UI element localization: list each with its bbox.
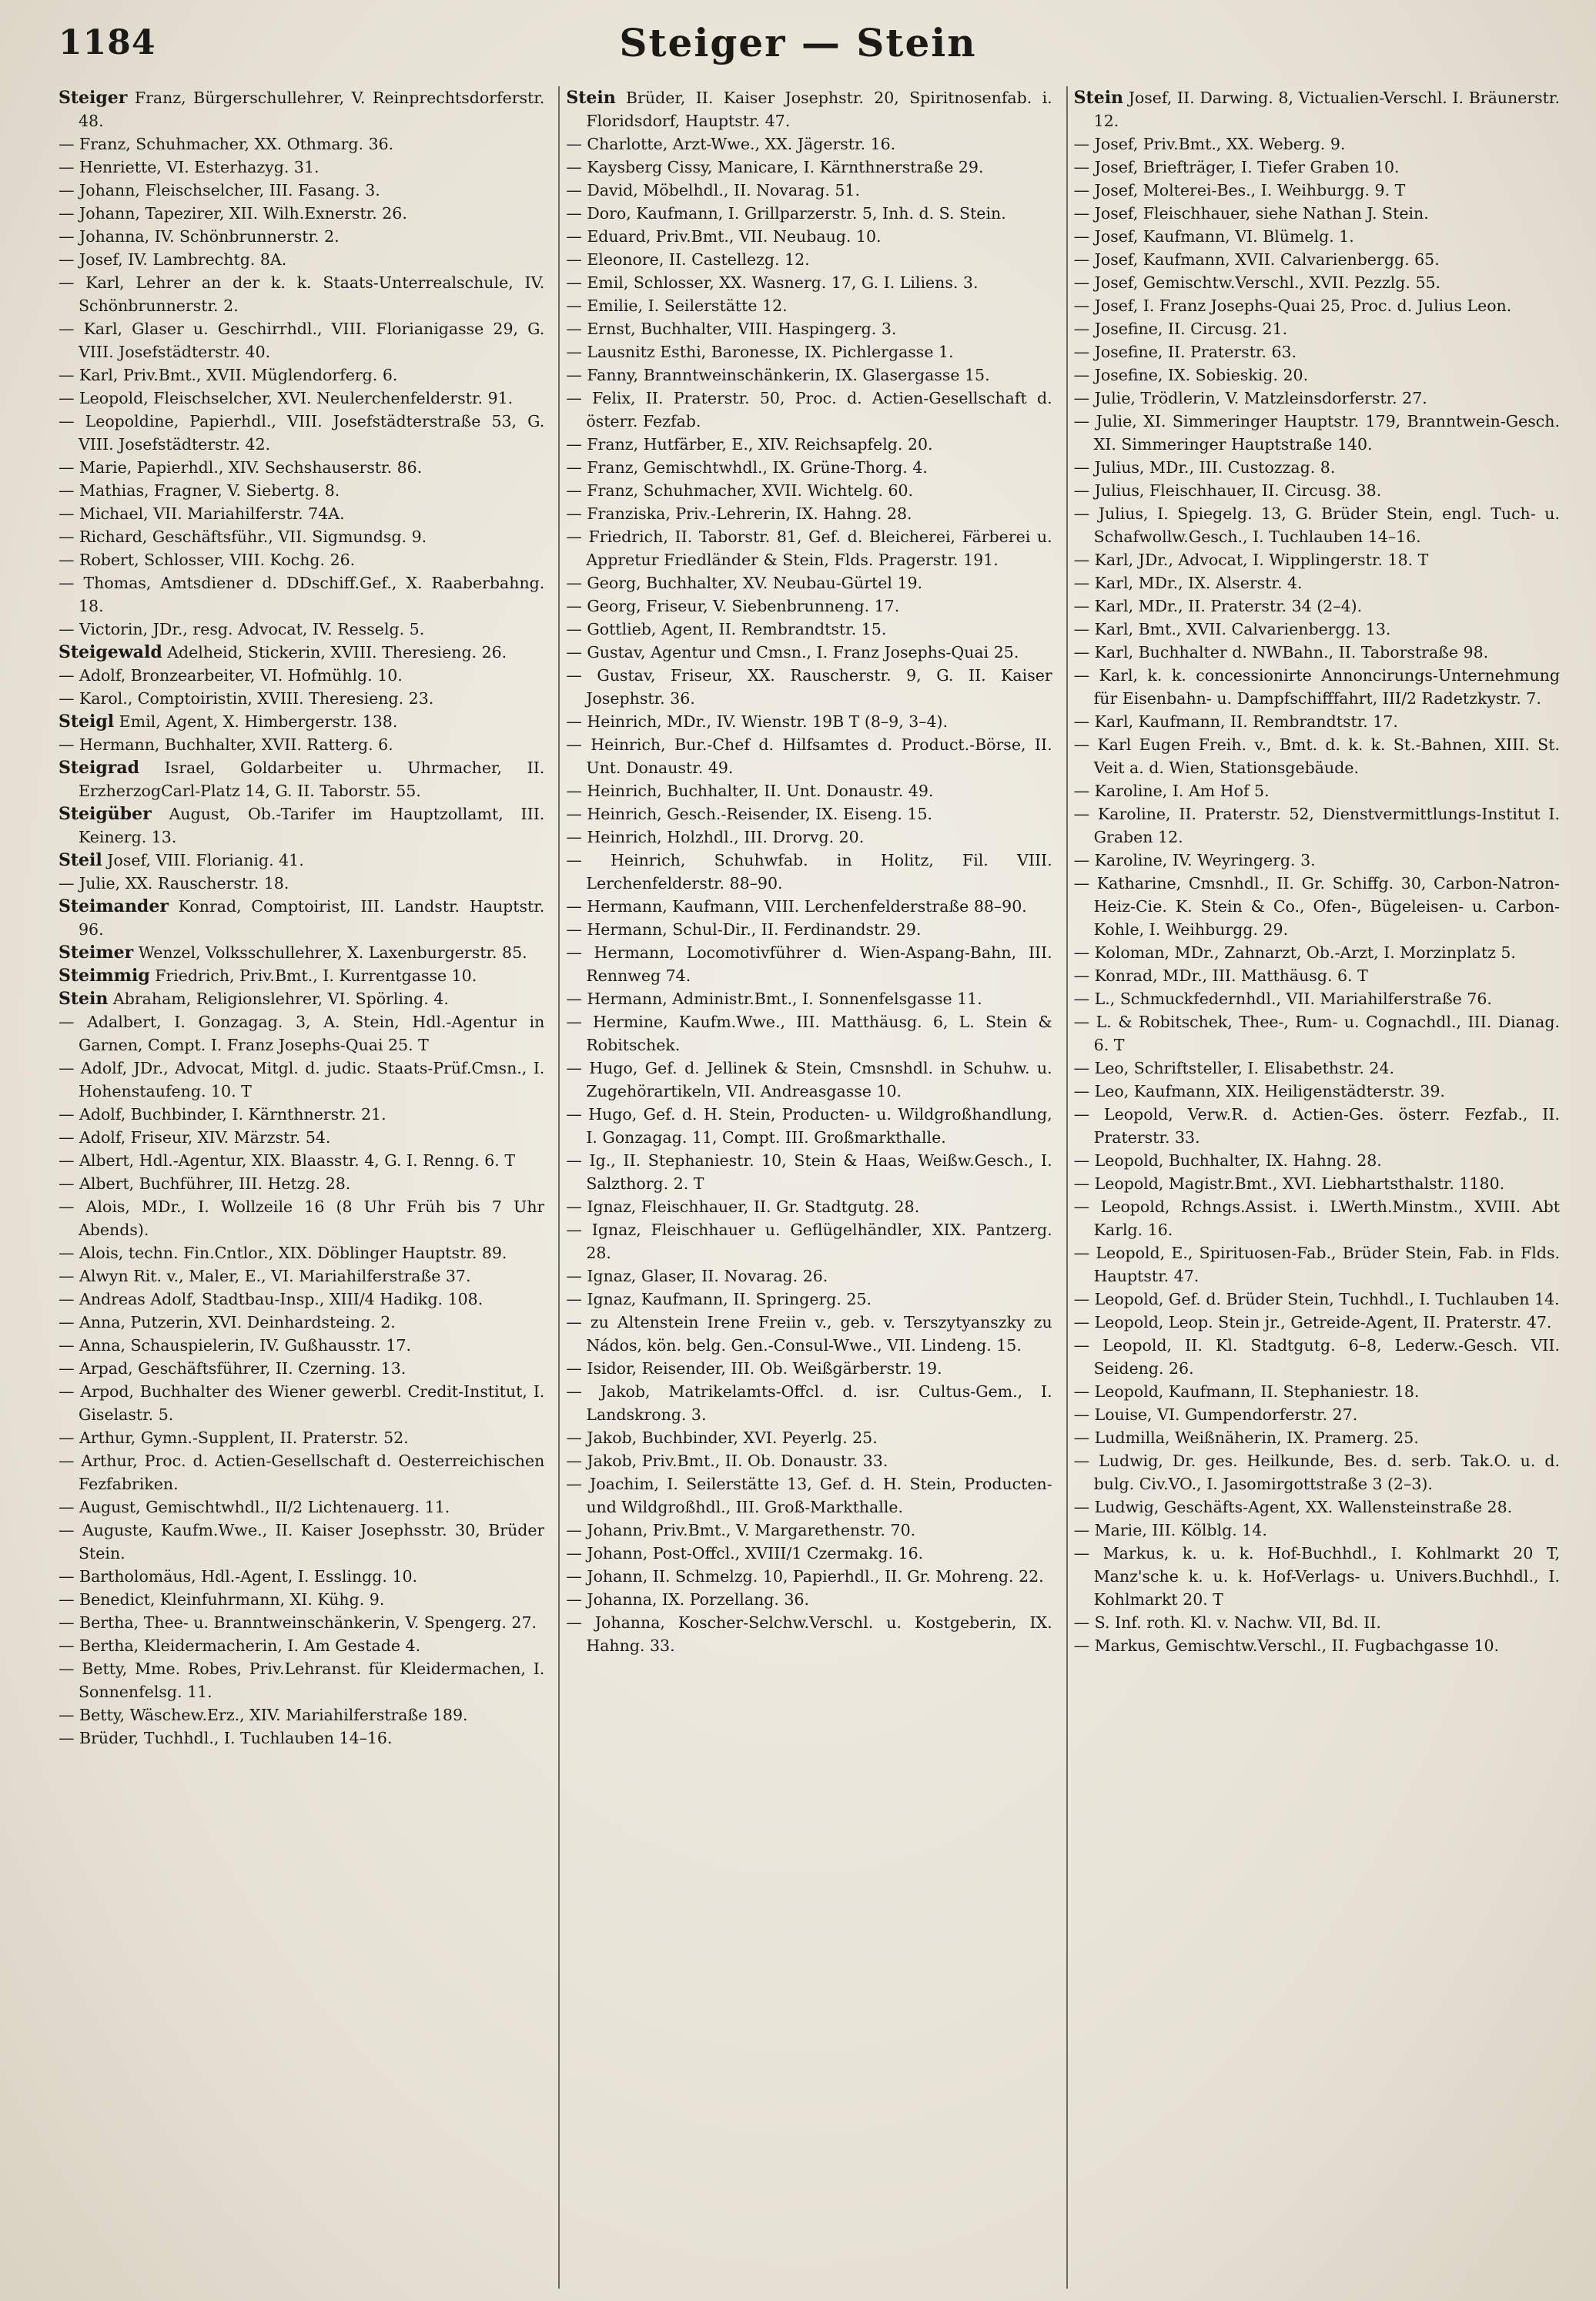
directory-entry: — Leopold, E., Spirituosen-Fab., Brüder Stein, Fab. in Flds. Hauptstr. 47.	[1073, 1244, 1560, 1285]
directory-entry: — Doro, Kaufmann, I. Grillparzerstr. 5, Inh. d. S. Stein.	[566, 204, 1006, 223]
surname-headword: Stein	[1073, 88, 1124, 108]
directory-entry: — Karl Eugen Freih. v., Bmt. d. k. k. St.-Bahnen, XIII. St. Veit a. d. Wien, Stationsgebäude.	[1073, 735, 1560, 777]
directory-entry: — Alois, MDr., I. Wollzeile 16 (8 Uhr Früh bis 7 Uhr Abends).	[59, 1197, 545, 1239]
directory-entry: — Thomas, Amtsdiener d. DDschiff.Gef., X. Raaberbahng. 18.	[59, 574, 545, 615]
directory-entry: — Albert, Buchführer, III. Hetzg. 28.	[59, 1174, 351, 1193]
directory-entry: — Karl, MDr., II. Praterstr. 34 (2–4).	[1073, 597, 1363, 615]
directory-entry: — Jakob, Matrikelamts-Offcl. d. isr. Cultus-Gem., I. Landskrong. 3.	[566, 1382, 1052, 1424]
directory-entry: — Ignaz, Kaufmann, II. Springerg. 25.	[566, 1290, 872, 1308]
directory-entry: — Julie, Trödlerin, V. Matzleinsdorferstr. 27.	[1073, 389, 1427, 407]
directory-entry: — Leo, Kaufmann, XIX. Heiligenstädterstr. 39.	[1073, 1082, 1445, 1100]
directory-entry: — Victorin, JDr., resg. Advocat, IV. Resselg. 5.	[59, 620, 425, 638]
directory-columns	[59, 86, 1560, 2289]
directory-entry: — Fanny, Branntweinschänkerin, IX. Glasergasse 15.	[566, 366, 990, 384]
directory-entry: — Auguste, Kaufm.Wwe., II. Kaiser Josephsstr. 30, Brüder Stein.	[59, 1521, 545, 1562]
directory-entry: — Franziska, Priv.-Lehrerin, IX. Hahng. 28.	[566, 504, 912, 523]
directory-entry: Stein Josef, II. Darwing. 8, Victualien-Verschl. I. Bräunerstr. 12.	[1073, 88, 1560, 130]
directory-entry: — Eleonore, II. Castellezg. 12.	[566, 250, 810, 269]
column-3	[1066, 86, 1560, 2289]
directory-entry: — August, Gemischtwhdl., II/2 Lichtenauerg. 11.	[59, 1498, 450, 1516]
directory-entry: — Anna, Putzerin, XVI. Deinhardsteing. 2.	[59, 1313, 396, 1331]
directory-entry: — Ludwig, Geschäfts-Agent, XX. Wallensteinstraße 28.	[1073, 1498, 1513, 1516]
directory-entry: — Hermann, Schul-Dir., II. Ferdinandstr. 29.	[566, 920, 922, 939]
directory-entry: — Leopold, Rchngs.Assist. i. LWerth.Minstm., XVIII. Abt Karlg. 16.	[1073, 1197, 1560, 1239]
surname-headword: Steigewald	[59, 642, 162, 662]
directory-entry: — Henriette, VI. Esterhazyg. 31.	[59, 158, 320, 176]
directory-entry: — Julius, Fleischhauer, II. Circusg. 38.	[1073, 481, 1382, 500]
surname-headword: Steigl	[59, 712, 115, 732]
page-number: 1184	[59, 23, 156, 62]
directory-entry: — Hugo, Gef. d. Jellinek & Stein, Cmsnshdl. in Schuhw. u. Zugehörartikeln, VII. Andreasgasse 10.	[566, 1059, 1052, 1100]
directory-entry: — Josefine, II. Praterstr. 63.	[1073, 343, 1297, 361]
column-1	[59, 86, 544, 2289]
directory-entry: — Georg, Buchhalter, XV. Neubau-Gürtel 19.	[566, 574, 923, 592]
directory-entry: Stein Brüder, II. Kaiser Josephstr. 20, Spiritnosenfab. i. Floridsdorf, Hauptstr. 47.	[566, 88, 1052, 130]
directory-entry: — Friedrich, II. Taborstr. 81, Gef. d. Bleicherei, Färberei u. Appretur Friedländer & Stein, Flds. Pragerstr. 191.	[566, 528, 1052, 569]
directory-entry: — Arpad, Geschäftsführer, II. Czerning. 13.	[59, 1359, 407, 1378]
directory-entry: — Hermann, Buchhalter, XVII. Ratterg. 6.	[59, 735, 393, 754]
directory-entry: — L. & Robitschek, Thee-, Rum- u. Cognachdl., III. Dianag. 6. T	[1073, 1013, 1560, 1054]
directory-entry: — Alwyn Rit. v., Maler, E., VI. Mariahilferstraße 37.	[59, 1267, 471, 1285]
directory-entry: — Leopold, Verw.R. d. Actien-Ges. österr. Fezfab., II. Praterstr. 33.	[1073, 1105, 1560, 1147]
directory-entry: Steigl Emil, Agent, X. Himbergerstr. 138.	[59, 712, 398, 732]
directory-entry: — Ignaz, Fleischhauer, II. Gr. Stadtgutg. 28.	[566, 1197, 920, 1216]
directory-entry: — Leopold, Gef. d. Brüder Stein, Tuchhdl., I. Tuchlauben 14.	[1073, 1290, 1560, 1308]
directory-entry: Steigewald Adelheid, Stickerin, XVIII. Theresieng. 26.	[59, 642, 507, 662]
directory-entry: — Hermann, Kaufmann, VIII. Lerchenfelderstraße 88–90.	[566, 897, 1027, 916]
directory-entry: — zu Altenstein Irene Freiin v., geb. v. Terszytyanszky zu Nádos, kön. belg. Gen.-Consul-Wwe., VII. Lindeng. 15.	[566, 1313, 1052, 1355]
directory-entry: — Karl, Priv.Bmt., XVII. Müglendorferg. 6.	[59, 366, 398, 384]
directory-entry: — Arthur, Proc. d. Actien-Gesellschaft d. Oesterreichischen Fezfabriken.	[59, 1452, 545, 1493]
directory-entry: — Albert, Hdl.-Agentur, XIX. Blaasstr. 4, G. I. Renng. 6. T	[59, 1151, 515, 1170]
directory-entry: — Heinrich, Schuhwfab. in Holitz, Fil. VIII. Lerchenfelderstr. 88–90.	[566, 851, 1052, 893]
surname-headword: Steigrad	[59, 758, 140, 778]
directory-entry: — Franz, Schuhmacher, XVII. Wichtelg. 60.	[566, 481, 914, 500]
directory-entry: — Karoline, IV. Weyringerg. 3.	[1073, 851, 1316, 869]
directory-entry: — Katharine, Cmsnhdl., II. Gr. Schiffg. 30, Carbon-Natron-Heiz-Cie. K. Stein & Co., Ofen-, Bügeleisen- u. Carbon-Kohle, I. Weihburgg. 29.	[1073, 874, 1560, 939]
surname-headword: Steigüber	[59, 804, 152, 824]
directory-entry: Steimmig Friedrich, Priv.Bmt., I. Kurrentgasse 10.	[59, 966, 477, 986]
directory-entry: — Jakob, Buchbinder, XVI. Peyerlg. 25.	[566, 1428, 878, 1447]
directory-entry: — Heinrich, Gesch.-Reisender, IX. Eiseng. 15.	[566, 805, 933, 823]
directory-entry: — Betty, Wäschew.Erz., XIV. Mariahilferstraße 189.	[59, 1706, 468, 1724]
directory-entry: Steigüber August, Ob.-Tarifer im Hauptzollamt, III. Keinerg. 13.	[59, 804, 545, 846]
directory-entry: — Franz, Gemischtwhdl., IX. Grüne-Thorg. 4.	[566, 458, 928, 477]
directory-entry: — Leopold, II. Kl. Stadtgutg. 6–8, Lederw.-Gesch. VII. Seideng. 26.	[1073, 1336, 1560, 1378]
directory-entry: — Alois, techn. Fin.Cntlor., XIX. Döblinger Hauptstr. 89.	[59, 1244, 507, 1262]
directory-entry: — Ig., II. Stephaniestr. 10, Stein & Haas, Weißw.Gesch., I. Salzthorg. 2. T	[566, 1151, 1052, 1193]
directory-entry: — Karoline, I. Am Hof 5.	[1073, 782, 1270, 800]
directory-entry: — Leo, Schriftsteller, I. Elisabethstr. 24.	[1073, 1059, 1395, 1077]
directory-entry: — Emil, Schlosser, XX. Wasnerg. 17, G. I. Liliens. 3.	[566, 273, 979, 292]
directory-entry: — Karol., Comptoiristin, XVIII. Theresieng. 23.	[59, 689, 434, 708]
directory-entry: — Leopoldine, Papierhdl., VIII. Josefstädterstraße 53, G. VIII. Josefstädterstr. 42.	[59, 412, 545, 454]
directory-entry: — Georg, Friseur, V. Siebenbrunneng. 17.	[566, 597, 900, 615]
directory-entry: — Eduard, Priv.Bmt., VII. Neubaug. 10.	[566, 227, 882, 246]
directory-entry: — Josef, Briefträger, I. Tiefer Graben 10.	[1073, 158, 1400, 176]
directory-entry: — Leopold, Leop. Stein jr., Getreide-Agent, II. Praterstr. 47.	[1073, 1313, 1552, 1331]
directory-entry: — Lausnitz Esthi, Baronesse, IX. Pichlergasse 1.	[566, 343, 954, 361]
directory-entry: — Kaysberg Cissy, Manicare, I. Kärnthnerstraße 29.	[566, 158, 984, 176]
directory-entry: — Josefine, IX. Sobieskig. 20.	[1073, 366, 1309, 384]
directory-entry: — Leopold, Buchhalter, IX. Hahng. 28.	[1073, 1151, 1382, 1170]
directory-entry: — Karl, Kaufmann, II. Rembrandtstr. 17.	[1073, 712, 1398, 731]
directory-entry: — Heinrich, Holzhdl., III. Drorvg. 20.	[566, 828, 865, 846]
directory-entry: — Richard, Geschäftsführ., VII. Sigmundsg. 9.	[59, 528, 427, 546]
directory-entry: — Josef, Kaufmann, VI. Blümelg. 1.	[1073, 227, 1354, 246]
directory-entry: — Ludwig, Dr. ges. Heilkunde, Bes. d. serb. Tak.O. u. d. bulg. Civ.VO., I. Jasomirgottstraße 3 (2–3).	[1073, 1452, 1560, 1493]
directory-entry: — Arpod, Buchhalter des Wiener gewerbl. Credit-Institut, I. Giselastr. 5.	[59, 1382, 545, 1424]
surname-headword: Steimmig	[59, 966, 150, 986]
directory-entry: — Joachim, I. Seilerstätte 13, Gef. d. H. Stein, Producten- und Wildgroßhdl., III. Groß-Markthalle.	[566, 1475, 1052, 1516]
directory-entry: — Charlotte, Arzt-Wwe., XX. Jägerstr. 16.	[566, 135, 896, 153]
directory-entry: — Leopold, Kaufmann, II. Stephaniestr. 18.	[1073, 1382, 1420, 1401]
directory-entry: — Josef, Molterei-Bes., I. Weihburgg. 9. T	[1073, 181, 1406, 199]
directory-entry: — Ludmilla, Weißnäherin, IX. Pramerg. 25.	[1073, 1428, 1419, 1447]
directory-entry: — Hermann, Administr.Bmt., I. Sonnenfelsgasse 11.	[566, 990, 982, 1008]
directory-entry: — Emilie, I. Seilerstätte 12.	[566, 296, 788, 315]
directory-entry: — Julius, I. Spiegelg. 13, G. Brüder Stein, engl. Tuch- u. Schafwollw.Gesch., I. Tuchlauben 14–16.	[1073, 504, 1560, 546]
directory-entry: — Andreas Adolf, Stadtbau-Insp., XIII/4 Hadikg. 108.	[59, 1290, 483, 1308]
directory-entry: — Johann, Priv.Bmt., V. Margarethenstr. 70.	[566, 1521, 916, 1539]
directory-entry: — Heinrich, MDr., IV. Wienstr. 19B T (8–9, 3–4).	[566, 712, 949, 731]
directory-entry: — Markus, Gemischtw.Verschl., II. Fugbachgasse 10.	[1073, 1636, 1500, 1655]
directory-entry: Steimander Konrad, Comptoirist, III. Landstr. Hauptstr. 96.	[59, 896, 545, 939]
directory-entry: — Marie, III. Kölblg. 14.	[1073, 1521, 1267, 1539]
directory-entry: — Karl, Buchhalter d. NWBahn., II. Taborstraße 98.	[1073, 643, 1489, 661]
directory-entry: — Heinrich, Bur.-Chef d. Hilfsamtes d. Product.-Börse, II. Unt. Donaustr. 49.	[566, 735, 1052, 777]
directory-entry: Steimer Wenzel, Volksschullehrer, X. Laxenburgerstr. 85.	[59, 943, 527, 963]
directory-entry: — Heinrich, Buchhalter, II. Unt. Donaustr. 49.	[566, 782, 934, 800]
directory-entry: — Isidor, Reisender, III. Ob. Weißgärberstr. 19.	[566, 1359, 942, 1378]
surname-headword: Steimander	[59, 896, 169, 916]
surname-headword: Steimer	[59, 943, 134, 963]
directory-entry: — Ernst, Buchhalter, VIII. Haspingerg. 3.	[566, 320, 897, 338]
directory-entry: — Hermann, Locomotivführer d. Wien-Aspang-Bahn, III. Rennweg 74.	[566, 943, 1052, 985]
directory-entry: — Karl, JDr., Advocat, I. Wipplingerstr. 18. T	[1073, 551, 1429, 569]
directory-entry: — S. Inf. roth. Kl. v. Nachw. VII, Bd. II.	[1073, 1613, 1381, 1632]
directory-entry: — Karl, Glaser u. Geschirrhdl., VIII. Florianigasse 29, G. VIII. Josefstädterstr. 40.	[59, 320, 545, 361]
directory-entry: — Leopold, Magistr.Bmt., XVI. Liebhartsthalstr. 1180.	[1073, 1174, 1505, 1193]
directory-entry: — Koloman, MDr., Zahnarzt, Ob.-Arzt, I. Morzinplatz 5.	[1073, 943, 1516, 962]
directory-entry: — Adolf, JDr., Advocat, Mitgl. d. judic. Staats-Prüf.Cmsn., I. Hohenstaufeng. 10. T	[59, 1059, 545, 1100]
directory-entry: — Josef, Priv.Bmt., XX. Weberg. 9.	[1073, 135, 1346, 153]
directory-entry: — Brüder, Tuchhdl., I. Tuchlauben 14–16.	[59, 1729, 393, 1747]
directory-entry: — Adolf, Friseur, XIV. Märzstr. 54.	[59, 1128, 331, 1147]
directory-entry: — Ignaz, Fleischhauer u. Geflügelhändler, XIX. Pantzerg. 28.	[566, 1221, 1052, 1262]
directory-entry: — Louise, VI. Gumpendorferstr. 27.	[1073, 1405, 1358, 1424]
directory-entry: — Konrad, MDr., III. Matthäusg. 6. T	[1073, 966, 1368, 985]
directory-entry: — Bertha, Thee- u. Branntweinschänkerin, V. Spengerg. 27.	[59, 1613, 537, 1632]
directory-entry: — Bartholomäus, Hdl.-Agent, I. Esslingg. 10.	[59, 1567, 418, 1586]
directory-entry: — Karl, k. k. concessionirte Annoncirungs-Unternehmung für Eisenbahn- u. Dampfschifffahrt, III/2 Radetzkystr. 7.	[1073, 666, 1560, 708]
directory-entry: — Adolf, Buchbinder, I. Kärnthnerstr. 21.	[59, 1105, 386, 1124]
directory-entry: — Karoline, II. Praterstr. 52, Dienstvermittlungs-Institut I. Graben 12.	[1073, 805, 1560, 846]
directory-entry: — Arthur, Gymn.-Supplent, II. Praterstr. 52.	[59, 1428, 409, 1447]
directory-entry: — Betty, Mme. Robes, Priv.Lehranst. für Kleidermachen, I. Sonnenfelsg. 11.	[59, 1660, 545, 1701]
directory-entry: — Karl, Bmt., XVII. Calvarienbergg. 13.	[1073, 620, 1391, 638]
surname-headword: Steiger	[59, 88, 128, 108]
directory-entry: — Robert, Schlosser, VIII. Kochg. 26.	[59, 551, 356, 569]
directory-entry: — Johann, Post-Offcl., XVIII/1 Czermakg. 16.	[566, 1544, 924, 1562]
directory-entry: — Michael, VII. Mariahilferstr. 74A.	[59, 504, 345, 523]
directory-entry: — Benedict, Kleinfuhrmann, XI. Kühg. 9.	[59, 1590, 385, 1609]
directory-entry: — Adalbert, I. Gonzagag. 3, A. Stein, Hdl.-Agentur in Garnen, Compt. I. Franz Josephs-Quai 25. T	[59, 1013, 545, 1054]
surname-headword: Stein	[566, 88, 616, 108]
directory-entry: — Jakob, Priv.Bmt., II. Ob. Donaustr. 33.	[566, 1452, 888, 1470]
surname-headword: Stein	[59, 989, 109, 1009]
directory-entry: — Markus, k. u. k. Hof-Buchhdl., I. Kohlmarkt 20 T, Manz'sche k. u. k. Hof-Verlags- u. Univers.Buchhdl., I. Kohlmarkt 20. T	[1073, 1544, 1560, 1609]
directory-entry: — Franz, Schuhmacher, XX. Othmarg. 36.	[59, 135, 394, 153]
directory-entry: — Johanna, Koscher-Selchw.Verschl. u. Kostgeberin, IX. Hahng. 33.	[566, 1613, 1052, 1655]
directory-entry: — Josef, Gemischtw.Verschl., XVII. Pezzlg. 55.	[1073, 273, 1441, 292]
running-head: Steiger — Stein	[619, 20, 977, 65]
directory-entry: — Johanna, IV. Schönbrunnerstr. 2.	[59, 227, 340, 246]
directory-entry: — L., Schmuckfedernhdl., VII. Mariahilferstraße 76.	[1073, 990, 1492, 1008]
directory-entry: — Julie, XI. Simmeringer Hauptstr. 179, Branntwein-Gesch. XI. Simmeringer Hauptstraße 140.	[1073, 412, 1560, 454]
directory-entry: Steigrad Israel, Goldarbeiter u. Uhrmacher, II. ErzherzogCarl-Platz 14, G. II. Taborstr. 55.	[59, 758, 545, 800]
directory-entry: — Josef, IV. Lambrechtg. 8A.	[59, 250, 287, 269]
directory-entry: — Hugo, Gef. d. H. Stein, Producten- u. Wildgroßhandlung, I. Gonzagag. 11, Compt. III. Großmarkthalle.	[566, 1105, 1052, 1147]
directory-entry: — Karl, MDr., IX. Alserstr. 4.	[1073, 574, 1303, 592]
directory-entry: — Anna, Schauspielerin, IV. Gußhausstr. 17.	[59, 1336, 411, 1355]
directory-entry: — Franz, Hutfärber, E., XIV. Reichsapfelg. 20.	[566, 435, 933, 454]
directory-entry: — Hermine, Kaufm.Wwe., III. Matthäusg. 6, L. Stein & Robitschek.	[566, 1013, 1052, 1054]
directory-entry: — Karl, Lehrer an der k. k. Staats-Unterrealschule, IV. Schönbrunnerstr. 2.	[59, 273, 545, 315]
directory-entry: — Josefine, II. Circusg. 21.	[1073, 320, 1288, 338]
directory-entry: — Mathias, Fragner, V. Siebertg. 8.	[59, 481, 340, 500]
directory-entry: — Julius, MDr., III. Custozzag. 8.	[1073, 458, 1336, 477]
directory-entry: Stein Abraham, Religionslehrer, VI. Spörling. 4.	[59, 989, 449, 1009]
directory-entry: — Gustav, Agentur und Cmsn., I. Franz Josephs-Quai 25.	[566, 643, 1019, 661]
directory-entry: — Josef, Fleischhauer, siehe Nathan J. Stein.	[1073, 204, 1429, 223]
directory-entry: — Josef, Kaufmann, XVII. Calvarienbergg. 65.	[1073, 250, 1440, 269]
directory-entry: — Bertha, Kleidermacherin, I. Am Gestade 4.	[59, 1636, 421, 1655]
directory-entry: — Johanna, IX. Porzellang. 36.	[566, 1590, 810, 1609]
directory-entry: — Ignaz, Glaser, II. Novarag. 26.	[566, 1267, 828, 1285]
directory-entry: — Leopold, Fleischselcher, XVI. Neulerchenfelderstr. 91.	[59, 389, 514, 407]
directory-entry: — Josef, I. Franz Josephs-Quai 25, Proc. d. Julius Leon.	[1073, 296, 1512, 315]
surname-headword: Steil	[59, 850, 102, 870]
directory-entry: — Johann, Tapezirer, XII. Wilh.Exnerstr. 26.	[59, 204, 407, 223]
directory-entry: — Marie, Papierhdl., XIV. Sechshauserstr. 86.	[59, 458, 423, 477]
directory-entry: — Johann, Fleischselcher, III. Fasang. 3.	[59, 181, 380, 199]
directory-entry: — Johann, II. Schmelzg. 10, Papierhdl., II. Gr. Mohreng. 22.	[566, 1567, 1044, 1586]
column-2	[558, 86, 1052, 2289]
directory-entry: — Adolf, Bronzearbeiter, VI. Hofmühlg. 10.	[59, 666, 403, 685]
directory-entry: — Felix, II. Praterstr. 50, Proc. d. Actien-Gesellschaft d. österr. Fezfab.	[566, 389, 1052, 430]
directory-entry: — Julie, XX. Rauscherstr. 18.	[59, 874, 289, 893]
directory-entry: — Gottlieb, Agent, II. Rembrandtstr. 15.	[566, 620, 887, 638]
directory-entry: Steiger Franz, Bürgerschullehrer, V. Reinprechtsdorferstr. 48.	[59, 88, 545, 130]
directory-entry: — David, Möbelhdl., II. Novarag. 51.	[566, 181, 860, 199]
directory-entry: Steil Josef, VIII. Florianig. 41.	[59, 850, 304, 870]
directory-entry: — Gustav, Friseur, XX. Rauscherstr. 9, G. II. Kaiser Josephstr. 36.	[566, 666, 1052, 708]
